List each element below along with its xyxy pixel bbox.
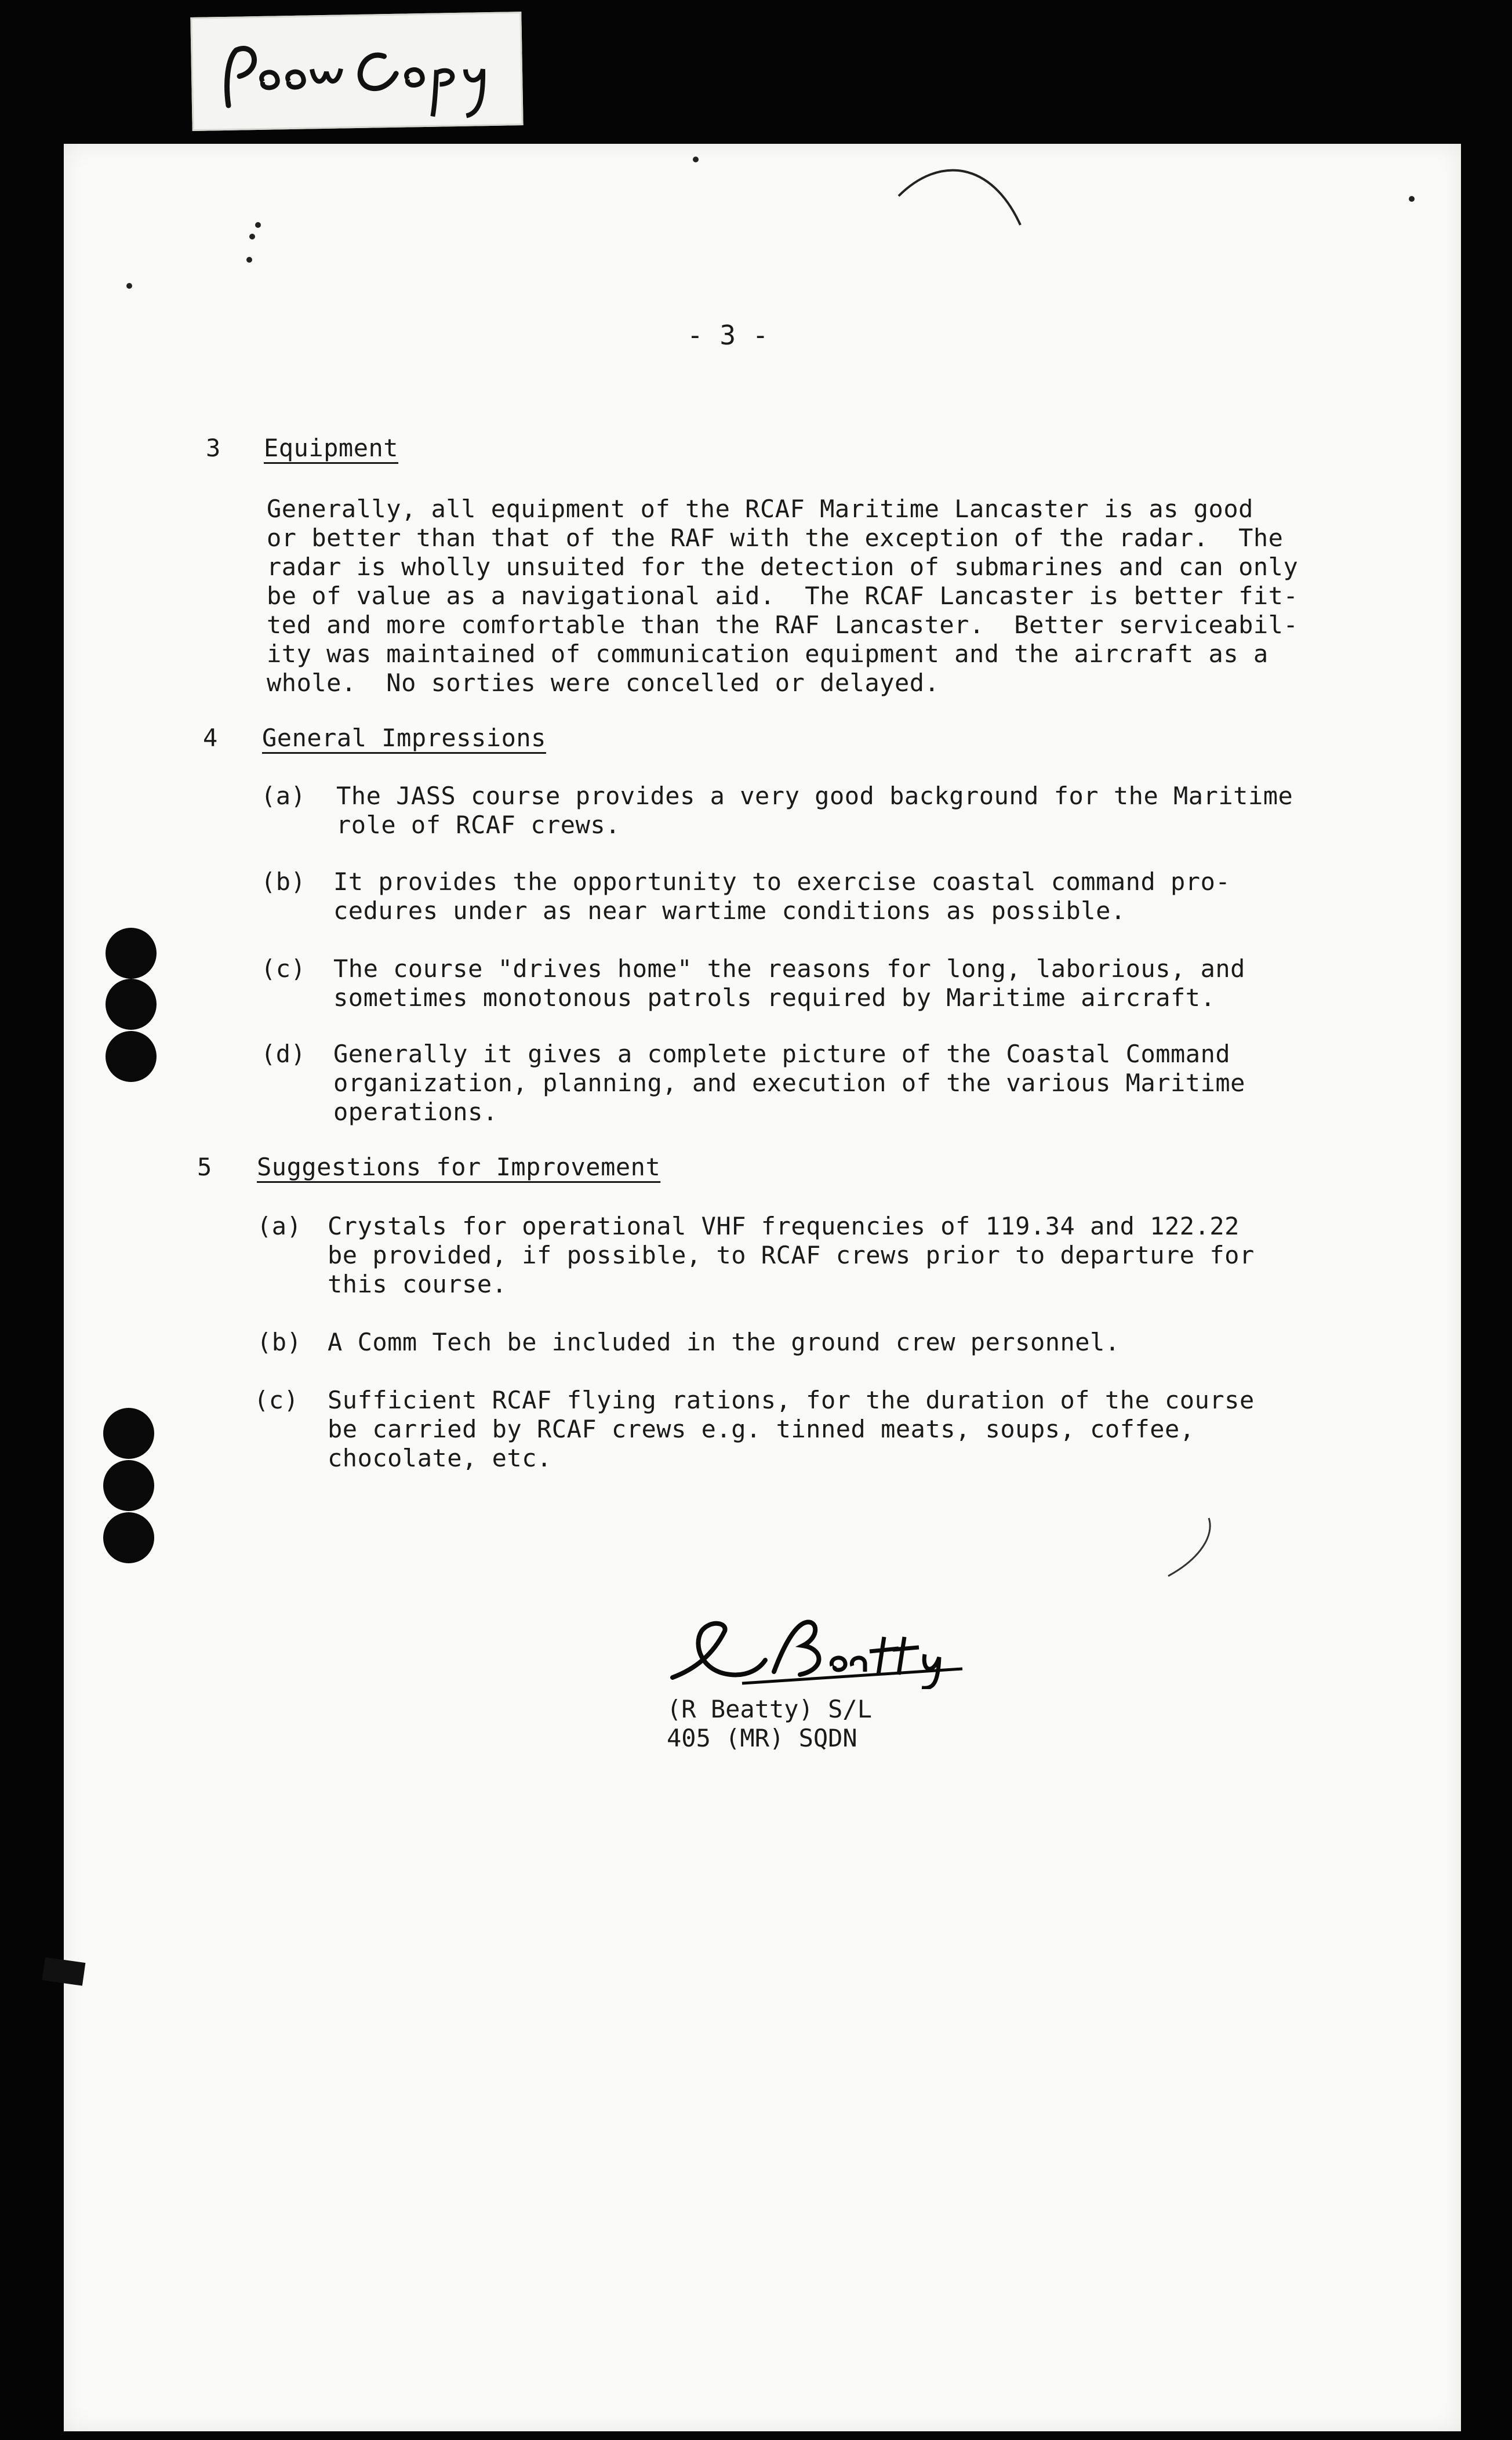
paragraph-line: or better than that of the RAF with the exception of the radar. The	[267, 524, 1284, 552]
section-heading-general-impressions: General Impressions	[262, 724, 546, 752]
list-item-line: organization, planning, and execution of the various Maritime	[333, 1069, 1245, 1097]
list-item-label: (a)	[261, 782, 306, 810]
list-item-label: (b)	[257, 1328, 302, 1356]
list-item-label: (c)	[254, 1386, 299, 1414]
typed-document	[64, 144, 1461, 2431]
list-item-label: (c)	[261, 954, 306, 983]
section-heading-equipment: Equipment	[264, 434, 399, 462]
tape-mark	[42, 1957, 86, 1985]
signatory-unit: 405 (MR) SQDN	[667, 1724, 857, 1752]
list-item-line: Crystals for operational VHF frequencies of 119.34 and 122.22	[328, 1212, 1240, 1240]
list-item-label: (b)	[261, 867, 306, 896]
poor-copy-label	[190, 12, 523, 131]
paragraph-line: be of value as a navigational aid. The RCAF Lancaster is better fit-	[267, 582, 1299, 610]
list-item-line: A Comm Tech be included in the ground crew personnel.	[328, 1328, 1120, 1356]
list-item-label: (a)	[257, 1212, 302, 1240]
paragraph-line: ity was maintained of communication equipment and the aircraft as a	[267, 640, 1269, 668]
paragraph-line: radar is wholly unsuited for the detection of submarines and can only	[267, 553, 1299, 581]
section-number: 4	[203, 724, 218, 752]
paragraph-line: whole. No sorties were concelled or delayed.	[267, 669, 940, 697]
list-item-line: role of RCAF crews.	[336, 811, 620, 839]
list-item-line: Generally it gives a complete picture of the Coastal Command	[333, 1040, 1231, 1068]
list-item-line: The course "drives home" the reasons for long, laborious, and	[333, 954, 1245, 983]
signature-block	[667, 1672, 1073, 1788]
list-item-line: It provides the opportunity to exercise coastal command pro-	[333, 867, 1231, 896]
signatory-name: (R Beatty) S/L	[667, 1695, 873, 1723]
section-heading-suggestions: Suggestions for Improvement	[257, 1153, 661, 1181]
list-item-line: chocolate, etc.	[328, 1444, 552, 1472]
list-item-line: cedures under as near wartime conditions as possible.	[333, 896, 1126, 925]
document-page	[64, 144, 1461, 2431]
list-item-label: (d)	[261, 1040, 306, 1068]
handwritten-signature	[661, 1614, 1067, 1689]
section-number: 3	[206, 434, 221, 462]
paragraph-line: ted and more comfortable than the RAF Lancaster. Better serviceabil-	[267, 611, 1299, 639]
list-item-line: sometimes monotonous patrols required by Maritime aircraft.	[333, 983, 1216, 1012]
list-item-line: be provided, if possible, to RCAF crews prior to departure for	[328, 1241, 1255, 1269]
list-item-line: Sufficient RCAF flying rations, for the duration of the course	[328, 1386, 1255, 1414]
list-item-line: The JASS course provides a very good background for the Maritime	[336, 782, 1293, 810]
list-item-line: operations.	[333, 1098, 498, 1126]
list-item-line: this course.	[328, 1270, 507, 1298]
page-number: - 3 -	[687, 319, 769, 351]
list-item-line: be carried by RCAF crews e.g. tinned meats, soups, coffee,	[328, 1415, 1195, 1443]
section-number: 5	[197, 1153, 212, 1181]
paragraph-line: Generally, all equipment of the RCAF Maritime Lancaster is as good	[267, 495, 1253, 523]
